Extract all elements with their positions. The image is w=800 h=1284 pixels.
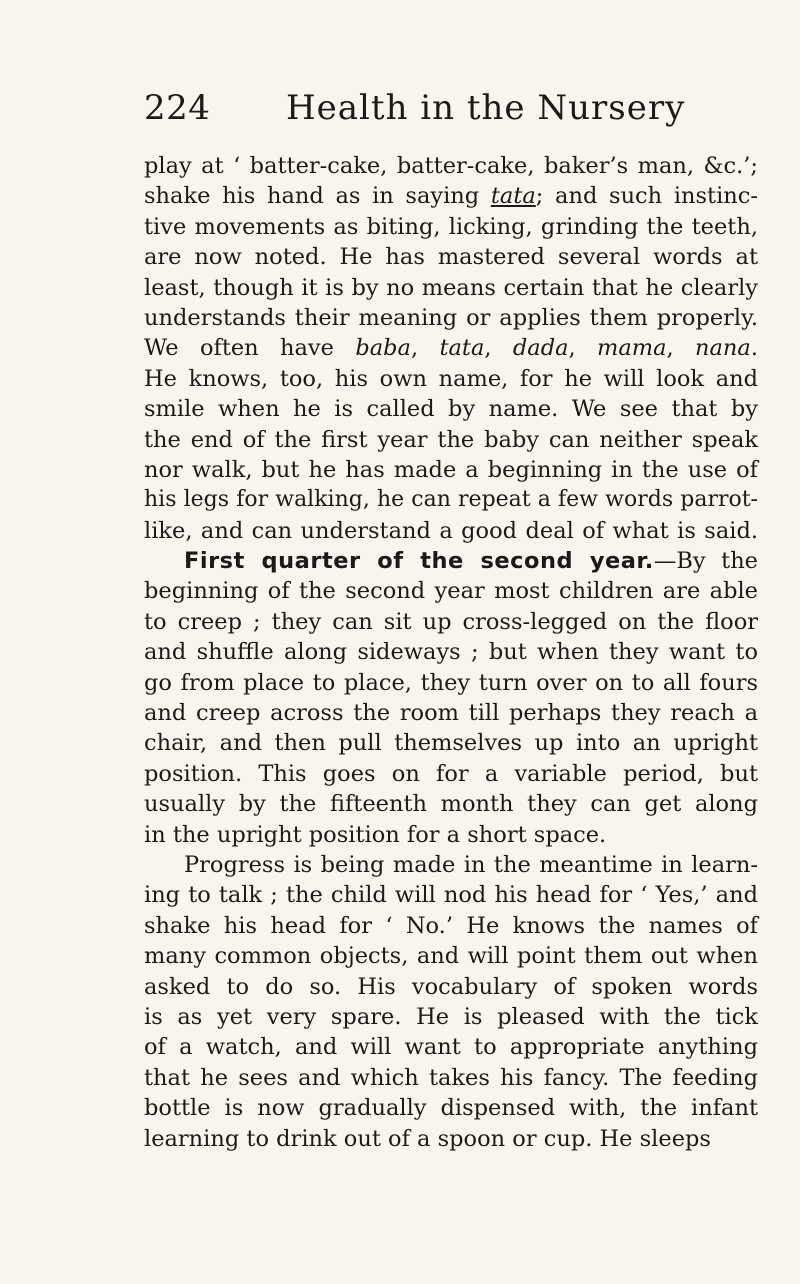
text-line: are now noted. He has mastered several words at — [144, 244, 758, 271]
text-line: beginning of the second year most children are able — [144, 578, 758, 605]
italic-word: nana — [695, 335, 751, 362]
italic-word: tata — [490, 183, 536, 210]
text-line: shake his hand as in saying tata; and such instinc- — [144, 183, 758, 210]
text-line: of a watch, and will want to appropriate anything — [144, 1034, 758, 1061]
text-line: like, and can understand a good deal of what is said. — [144, 517, 758, 544]
section-heading: First quarter of the second year. — [184, 548, 654, 575]
running-title: Health in the Nursery — [286, 88, 686, 128]
text-line: usually by the fifteenth month they can get along — [144, 791, 758, 818]
text-line: is as yet very spare. He is pleased with the tick — [144, 1003, 758, 1030]
text-line: go from place to place, they turn over on to all fours — [144, 669, 758, 696]
text-line: bottle is now gradually dispensed with, the infant — [144, 1095, 758, 1122]
text-line: in the upright position for a short space. — [144, 821, 607, 848]
text-line: many common objects, and will point them out when — [144, 943, 758, 970]
text-line: First quarter of the second year.—By the — [184, 548, 758, 575]
text-line: position. This goes on for a variable period, but — [144, 760, 758, 787]
italic-word: dada — [512, 335, 569, 362]
text-line: tive movements as biting, licking, grinding the teeth, — [144, 213, 758, 240]
body-text — [144, 151, 758, 1154]
text-line: smile when he is called by name. We see that by — [144, 396, 758, 423]
text-line: his legs for walking, he can repeat a few words parrot- — [144, 487, 758, 513]
text-line: Progress is being made in the meantime in learn- — [184, 851, 758, 878]
text-line: understands their meaning or applies them properly. — [144, 304, 758, 331]
text-line: shake his head for ‘ No.’ He knows the names of — [144, 912, 758, 939]
text-line: least, though it is by no means certain that he clearly — [144, 274, 758, 301]
text-line: play at ‘ batter-cake, batter-cake, baker’s man, &c.’; — [144, 153, 758, 179]
italic-word: tata — [439, 335, 485, 362]
text-line: that he sees and which takes his fancy. The feeding — [144, 1064, 758, 1091]
italic-word: baba — [355, 335, 411, 362]
text-line: learning to drink out of a spoon or cup. He sleeps — [144, 1125, 711, 1152]
page-number: 224 — [144, 88, 211, 128]
text-line: to creep ; they can sit up cross-legged on the floor — [144, 608, 758, 635]
text-line: chair, and then pull themselves up into an upright — [144, 730, 758, 757]
text-line: ing to talk ; the child will nod his head for ‘ Yes,’ and — [144, 882, 758, 909]
text-line: He knows, too, his own name, for he will look and — [144, 365, 758, 392]
text-line: and shuffle along sideways ; but when they want to — [144, 639, 758, 666]
text-line: We often have baba, tata, dada, mama, nana. — [144, 335, 758, 362]
italic-word: mama — [597, 335, 667, 362]
text-line: nor walk, but he has made a beginning in the use of — [144, 456, 758, 483]
text-line: the end of the first year the baby can neither speak — [144, 426, 758, 453]
text-line: asked to do so. His vocabulary of spoken words — [144, 973, 758, 1000]
text-line: and creep across the room till perhaps they reach a — [144, 700, 758, 727]
